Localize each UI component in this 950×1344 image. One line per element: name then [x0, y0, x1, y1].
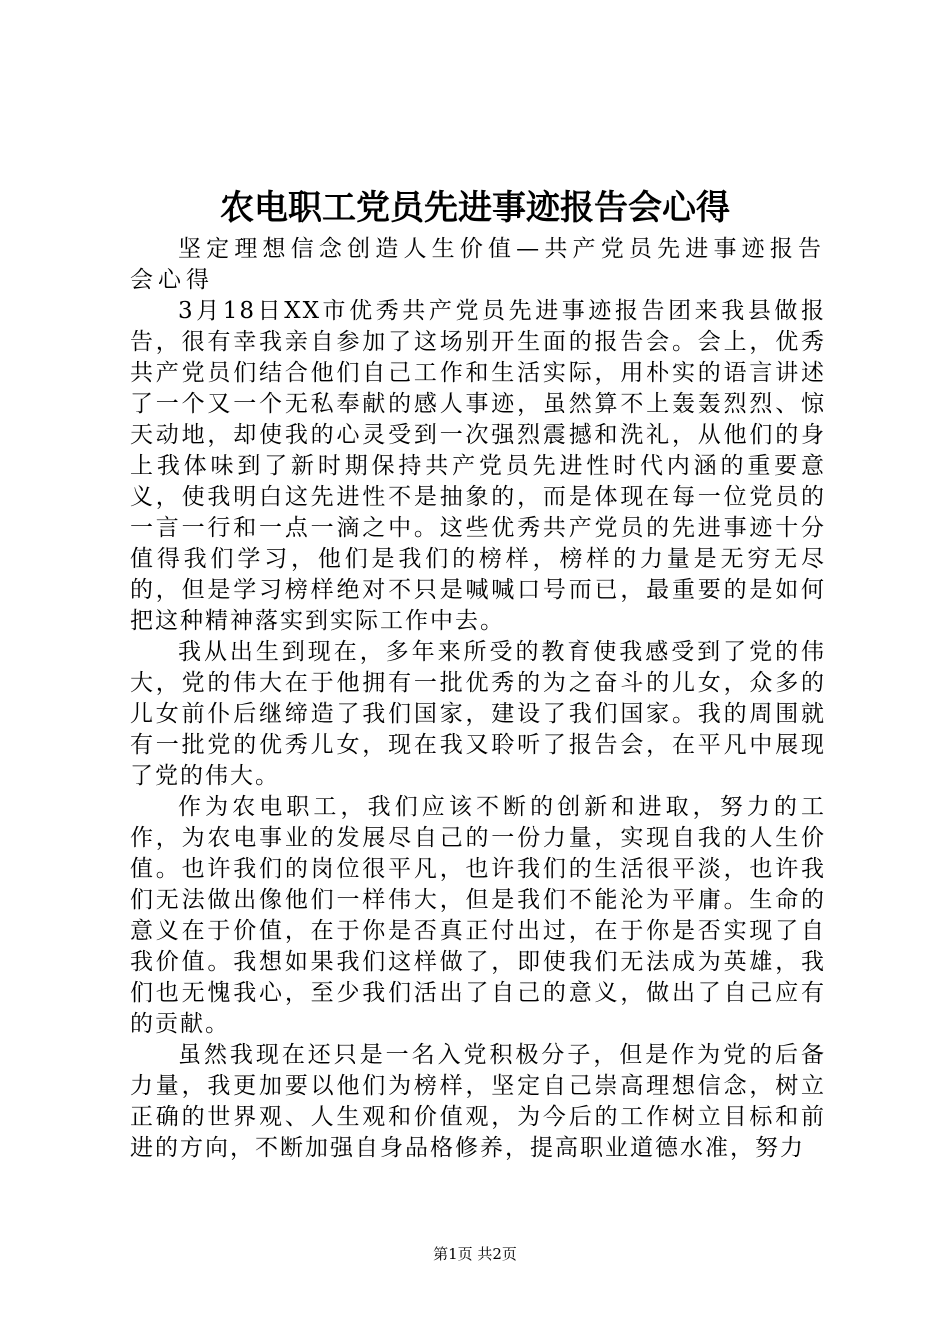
paragraph-subtitle: 坚定理想信念创造人生价值—共产党员先进事迹报告会心得	[130, 236, 826, 293]
paragraph-2: 我从出生到现在，多年来所受的教育使我感受到了党的伟大，党的伟大在于他拥有一批优秀的为之奋斗的儿女，众多的儿女前仆后继缔造了我们国家，建设了我们国家。我的周围就有一批党的优秀儿女，现在我又聆听了报告会，在平凡中展现了党的伟大。	[130, 639, 826, 789]
paragraph-4: 虽然我现在还只是一名入党积极分子，但是作为党的后备力量，我更加要以他们为榜样，坚定自己崇高理想信念，树立正确的世界观、人生观和价值观，为今后的工作树立目标和前进的方向，不断加强自身品格修养，提高职业道德水准，努力	[130, 1042, 826, 1161]
paragraph-3: 作为农电职工，我们应该不断的创新和进取，努力的工作，为农电事业的发展尽自己的一份力量，实现自我的人生价值。也许我们的岗位很平凡，也许我们的生活很平淡，也许我们无法做出像他们一样伟大，但是我们不能沦为平庸。生命的意义在于价值，在于你是否真正付出过，在于你是否实现了自我价值。我想如果我们这样做了，即使我们无法成为英雄，我们也无愧我心，至少我们活出了自己的意义，做出了自己应有的贡献。	[130, 794, 826, 1037]
document-body	[130, 234, 826, 1164]
document-title: 农电职工党员先进事迹报告会心得	[220, 188, 730, 228]
paragraph-1: 3月18日XX市优秀共产党员先进事迹报告团来我县做报告，很有幸我亲自参加了这场别开生面的报告会。会上，优秀共产党员们结合他们自己工作和生活实际，用朴实的语言讲述了一个又一个无私奉献的感人事迹，虽然算不上轰轰烈烈、惊天动地，却使我的心灵受到一次强烈震撼和洗礼，从他们的身上我体味到了新时期保持共产党员先进性时代内涵的重要意义，使我明白这先进性不是抽象的，而是体现在每一位党员的一言一行和一点一滴之中。这些优秀共产党员的先进事迹十分值得我们学习，他们是我们的榜样，榜样的力量是无穷无尽的，但是学习榜样绝对不只是喊喊口号而已，最重要的是如何把这种精神落实到实际工作中去。	[130, 298, 826, 634]
page-footer: 第1页 共2页	[433, 1245, 517, 1263]
